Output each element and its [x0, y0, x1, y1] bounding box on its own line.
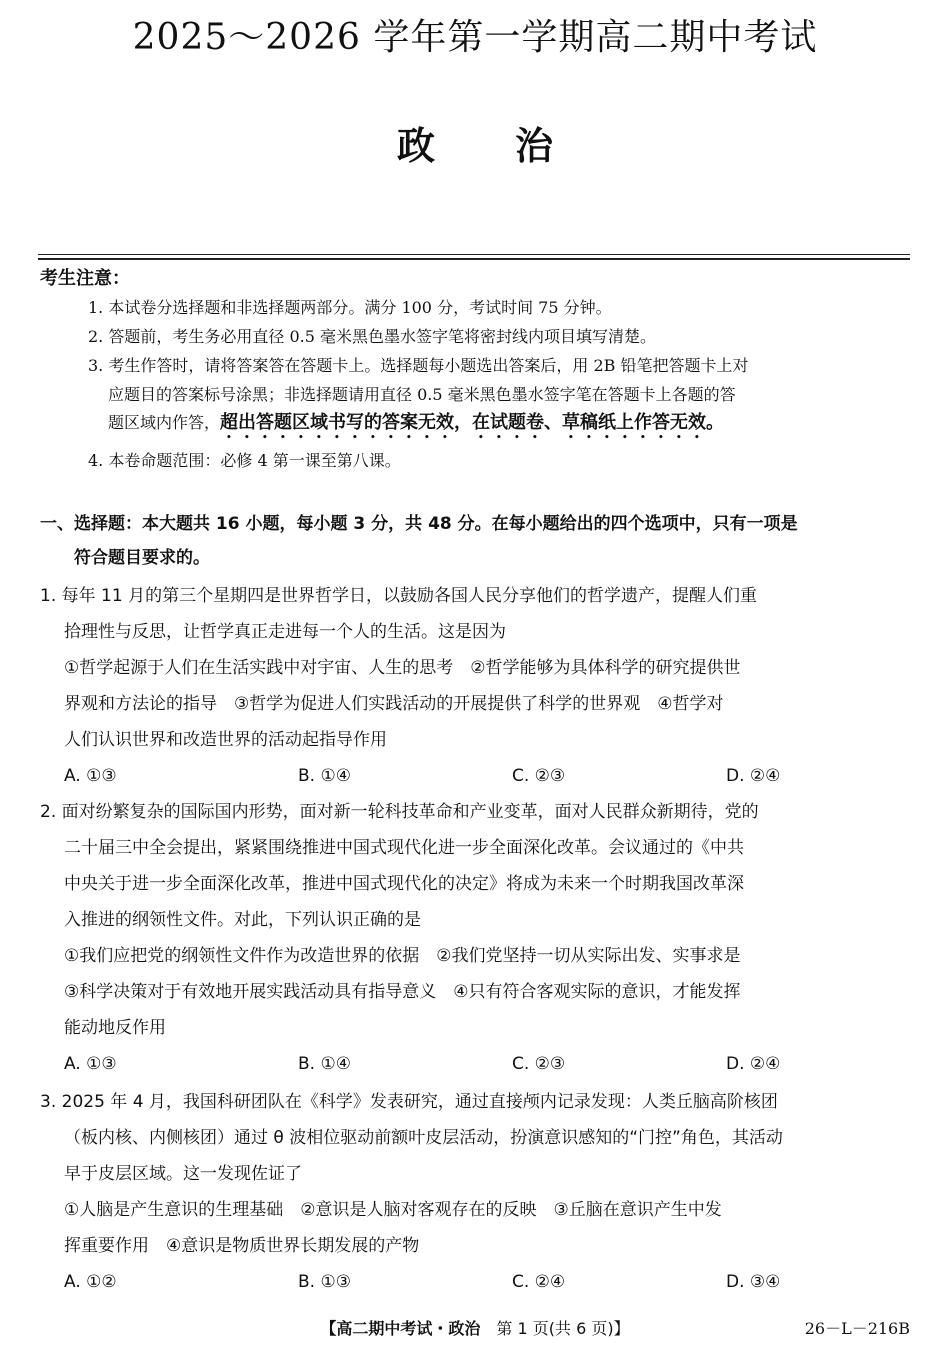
q1-option-d: D. ②④ [726, 766, 781, 786]
note-3-emphasis: 超出答题区域书写的答案无效，在试题卷、草稿纸上作答无效。 [220, 412, 725, 433]
paper-code: 26－L－216B [804, 1319, 910, 1338]
q1-line-5: 人们认识世界和改造世界的活动起指导作用 [64, 730, 387, 750]
q2-line-4: 入推进的纲领性文件。对此，下列认识正确的是 [64, 910, 421, 930]
q1-line-4: 界观和方法论的指导 ③哲学为促进人们实践活动的开展提供了科学的世界观 ④哲学对 [64, 694, 724, 714]
note-2: 2. 答题前，考生务必用直径 0.5 毫米黑色墨水签字笔将密封线内项目填写清楚。 [88, 327, 656, 346]
q2-line-7: 能动地反作用 [64, 1018, 166, 1038]
q3-line-2: （板内核、内侧核团）通过 θ 波相位驱动前额叶皮层活动，扮演意识感知的“门控”角色，其活动 [64, 1128, 783, 1148]
q2-option-d: D. ②④ [726, 1054, 781, 1074]
divider-thick [38, 258, 910, 260]
q3-line-3: 早于皮层区域。这一发现佐证了 [64, 1164, 302, 1184]
divider-thin [38, 254, 910, 255]
q2-option-a: A. ①③ [64, 1054, 117, 1074]
q2-line-3: 中央关于进一步全面深化改革，推进中国式现代化的决定》将成为未来一个时期我国改革深 [64, 874, 744, 894]
q2-option-b: B. ①④ [298, 1054, 351, 1074]
q3-option-a: A. ①② [64, 1272, 117, 1292]
q2-line-6: ③科学决策对于有效地开展实践活动具有指导意义 ④只有符合客观实际的意识，才能发挥 [64, 982, 741, 1002]
section-heading: 一、选择题：本大题共 16 小题，每小题 3 分，共 48 分。在每小题给出的四个选项中，只有一项是 [40, 514, 798, 534]
notes-heading: 考生注意： [40, 268, 130, 289]
q1-option-b: B. ①④ [298, 766, 351, 786]
subject-char-2: 治 [515, 124, 554, 168]
q2-option-c: C. ②③ [512, 1054, 566, 1074]
q3-line-1: 3. 2025 年 4 月，我国科研团队在《科学》发表研究，通过直接颅内记录发现：人类丘脑高阶核团 [40, 1092, 778, 1112]
q3-option-b: B. ①③ [298, 1272, 351, 1292]
q1-option-c: C. ②③ [512, 766, 566, 786]
q3-line-5: 挥重要作用 ④意识是物质世界长期发展的产物 [64, 1236, 420, 1256]
section-heading-cont: 符合题目要求的。 [74, 548, 210, 568]
q2-line-2: 二十届三中全会提出，紧紧围绕推进中国式现代化进一步全面深化改革。会议通过的《中共 [64, 838, 744, 858]
q3-line-4: ①人脑是产生意识的生理基础 ②意识是人脑对客观存在的反映 ③丘脑在意识产生中发 [64, 1200, 722, 1220]
q1-line-1: 1. 每年 11 月的第三个星期四是世界哲学日，以鼓励各国人民分享他们的哲学遗产，提醒人们重 [40, 586, 758, 606]
subject-char-1: 政 [396, 124, 435, 168]
q1-line-2: 拾理性与反思，让哲学真正走进每一个人的生活。这是因为 [64, 622, 506, 642]
note-1: 1. 本试卷分选择题和非选择题两部分。满分 100 分，考试时间 75 分钟。 [88, 298, 612, 317]
q2-line-5: ①我们应把党的纲领性文件作为改造世界的依据 ②我们党坚持一切从实际出发、实事求是 [64, 946, 741, 966]
note-3-plain: 题区域内作答， [108, 413, 221, 432]
footer-exam-label: 【高二期中考试・政治 [320, 1319, 481, 1338]
q3-option-d: D. ③④ [726, 1272, 781, 1292]
note-3-line-3 [108, 412, 913, 443]
exam-title: 2025～2026 学年第一学期高二期中考试 [132, 17, 818, 58]
footer-page-number: 第 1 页(共 6 页)】 [480, 1319, 630, 1338]
note-3-line-1: 3. 考生作答时，请将答案答在答题卡上。选择题每小题选出答案后，用 2B 铅笔把答题卡上对 [88, 356, 749, 375]
q1-line-3: ①哲学起源于人们在生活实践中对宇宙、人生的思考 ②哲学能够为具体科学的研究提供世 [64, 658, 741, 678]
note-4: 4. 本卷命题范围：必修 4 第一课至第八课。 [88, 451, 401, 470]
note-3-line-2: 应题目的答案标号涂黑；非选择题请用直径 0.5 毫米黑色墨水签字笔在答题卡上各题的答 [108, 385, 736, 404]
subject-title [0, 118, 950, 174]
q3-option-c: C. ②④ [512, 1272, 566, 1292]
q1-option-a: A. ①③ [64, 766, 117, 786]
q2-line-1: 2. 面对纷繁复杂的国际国内形势，面对新一轮科技革命和产业变革，面对人民群众新期待，党的 [40, 802, 759, 822]
